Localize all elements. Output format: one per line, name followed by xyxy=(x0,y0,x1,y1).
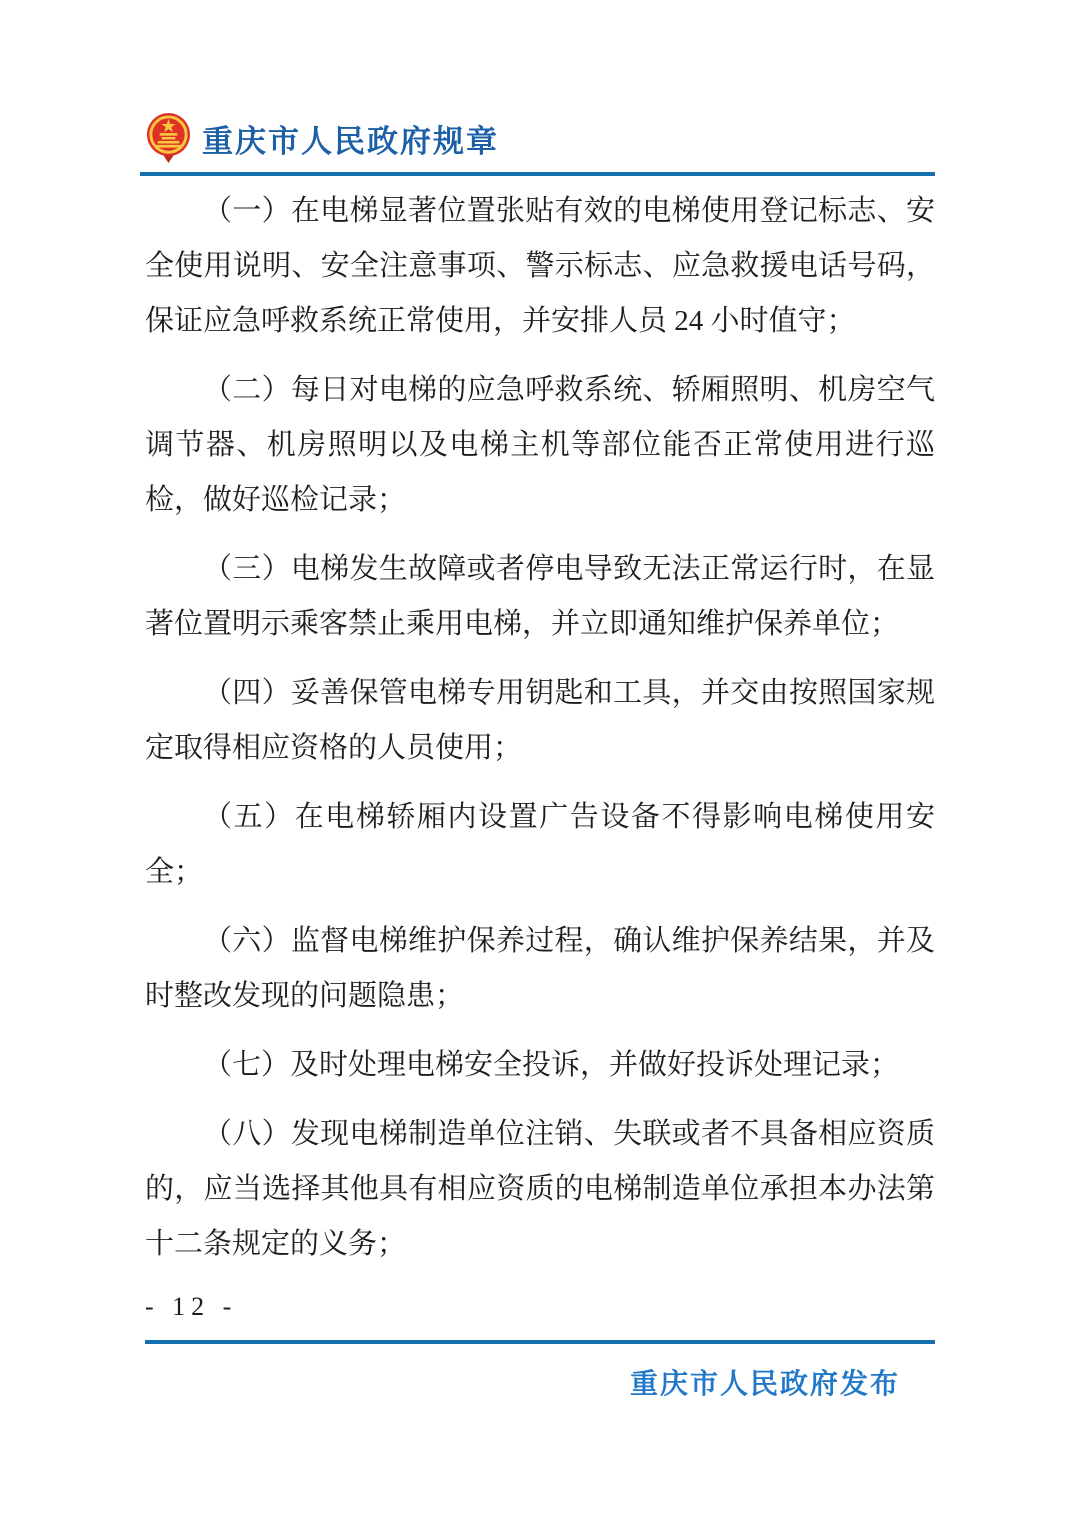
national-emblem-icon xyxy=(145,112,192,165)
paragraph-item-1: （一）在电梯显著位置张贴有效的电梯使用登记标志、安全使用说明、安全注意事项、警示标志、应急救援电话号码，保证应急呼救系统正常使用，并安排人员 24 小时值守； xyxy=(145,195,935,337)
paragraph-item-4: （四）妥善保管电梯专用钥匙和工具，并交由按照国家规定取得相应资格的人员使用； xyxy=(145,677,935,764)
paragraph-item-6: （六）监督电梯维护保养过程，确认维护保养结果，并及时整改发现的问题隐患； xyxy=(145,925,935,1012)
page-number: - 12 - xyxy=(145,1292,238,1321)
page-header xyxy=(145,112,935,165)
footer-rule xyxy=(145,1340,935,1344)
paragraph-item-7: （七）及时处理电梯安全投诉，并做好投诉处理记录； xyxy=(203,1049,900,1081)
document-body xyxy=(145,184,935,1286)
page-title: 重庆市人民政府规章 xyxy=(202,124,499,159)
paragraph-item-5: （五）在电梯轿厢内设置广告设备不得影响电梯使用安全； xyxy=(145,801,935,888)
paragraph-item-8: （八）发现电梯制造单位注销、失联或者不具备相应资质的，应当选择其他具有相应资质的电梯制造单位承担本办法第十二条规定的义务； xyxy=(145,1118,935,1260)
paragraph-item-2: （二）每日对电梯的应急呼救系统、轿厢照明、机房空气调节器、机房照明以及电梯主机等部位能否正常使用进行巡检，做好巡检记录； xyxy=(145,374,935,516)
header-rule xyxy=(140,172,935,176)
publisher-label: 重庆市人民政府发布 xyxy=(629,1369,900,1400)
paragraph-item-3: （三）电梯发生故障或者停电导致无法正常运行时，在显著位置明示乘客禁止乘用电梯，并立即通知维护保养单位； xyxy=(145,553,935,640)
